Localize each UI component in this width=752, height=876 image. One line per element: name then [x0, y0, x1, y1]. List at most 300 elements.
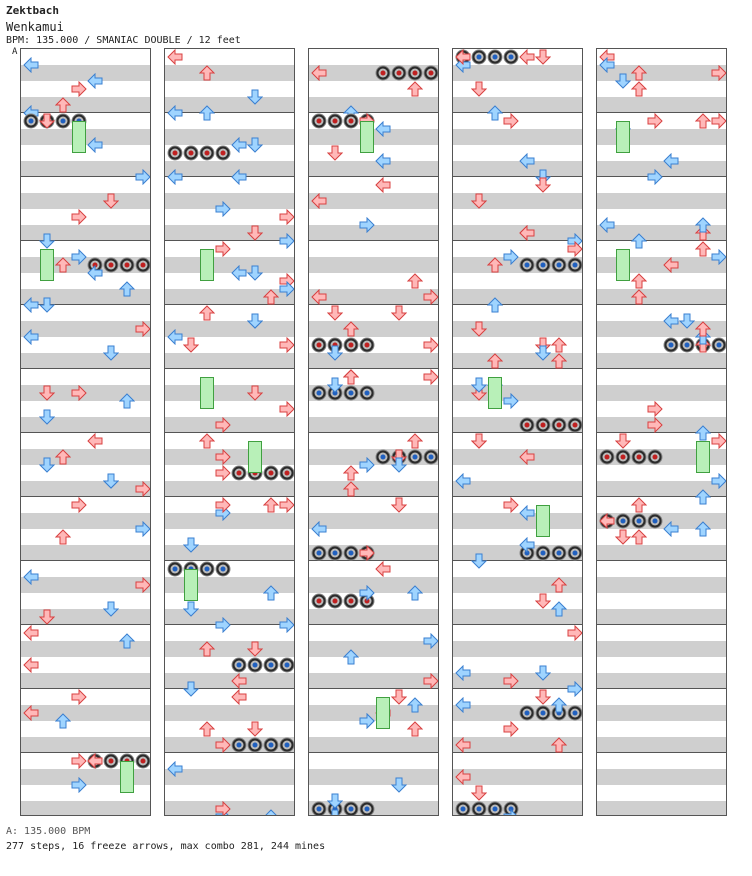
up-arrow-icon [119, 633, 135, 649]
right-arrow-icon [503, 497, 519, 513]
freeze-arrow [200, 249, 214, 281]
right-arrow-icon [215, 201, 231, 217]
beat-band [21, 321, 150, 337]
beat-band [453, 161, 582, 177]
down-arrow-icon [247, 225, 263, 241]
beat-band [597, 737, 726, 753]
beat-band [597, 385, 726, 401]
right-arrow-icon [503, 809, 519, 816]
right-arrow-icon [647, 401, 663, 417]
mine-icon [359, 801, 375, 816]
mine-icon [231, 465, 247, 481]
right-arrow-icon [71, 777, 87, 793]
mine-icon [631, 513, 647, 529]
mine-icon [119, 257, 135, 273]
beat-band [21, 481, 150, 497]
left-arrow-icon [23, 57, 39, 73]
mine-icon [615, 513, 631, 529]
left-arrow-icon [599, 57, 615, 73]
beat-band [165, 705, 294, 721]
mine-icon [471, 49, 487, 65]
beat-band [21, 65, 150, 81]
mine-icon [247, 737, 263, 753]
left-arrow-icon [375, 153, 391, 169]
beat-band [165, 257, 294, 273]
up-arrow-icon [119, 281, 135, 297]
left-arrow-icon [599, 217, 615, 233]
up-arrow-icon [263, 289, 279, 305]
mine-icon [519, 417, 535, 433]
down-arrow-icon [391, 457, 407, 473]
up-arrow-icon [55, 257, 71, 273]
mine-icon [391, 65, 407, 81]
beat-band [309, 161, 438, 177]
mine-icon [263, 657, 279, 673]
right-arrow-icon [279, 281, 295, 297]
left-arrow-icon [599, 513, 615, 529]
down-arrow-icon [535, 665, 551, 681]
beat-band [21, 705, 150, 721]
beat-band [165, 65, 294, 81]
beat-band [597, 545, 726, 561]
mine-icon [135, 257, 151, 273]
beat-band [165, 769, 294, 785]
left-arrow-icon [375, 121, 391, 137]
mine-icon [631, 449, 647, 465]
down-arrow-icon [183, 337, 199, 353]
beat-band [165, 481, 294, 497]
measure-line [21, 176, 150, 177]
mine-icon [343, 801, 359, 816]
freeze-arrow [616, 249, 630, 281]
down-arrow-icon [103, 193, 119, 209]
right-arrow-icon [359, 217, 375, 233]
left-arrow-icon [87, 265, 103, 281]
mine-icon [535, 705, 551, 721]
mine-icon [343, 337, 359, 353]
measure-line [309, 752, 438, 753]
up-arrow-icon [55, 97, 71, 113]
chart-column [308, 48, 439, 816]
mine-icon [343, 113, 359, 129]
measure-line [309, 240, 438, 241]
left-arrow-icon [167, 761, 183, 777]
mine-icon [311, 545, 327, 561]
left-arrow-icon [167, 49, 183, 65]
right-arrow-icon [71, 249, 87, 265]
right-arrow-icon [215, 801, 231, 816]
left-arrow-icon [455, 697, 471, 713]
beat-band [309, 769, 438, 785]
down-arrow-icon [327, 145, 343, 161]
beat-band [309, 321, 438, 337]
beat-band [165, 129, 294, 145]
mine-icon [535, 417, 551, 433]
left-arrow-icon [87, 73, 103, 89]
down-arrow-icon [391, 777, 407, 793]
up-arrow-icon [55, 713, 71, 729]
beat-band [597, 705, 726, 721]
mine-icon [615, 449, 631, 465]
right-arrow-icon [215, 737, 231, 753]
right-arrow-icon [359, 713, 375, 729]
mine-icon [567, 417, 583, 433]
up-arrow-icon [263, 497, 279, 513]
measure-line [309, 368, 438, 369]
freeze-arrow [72, 121, 86, 153]
down-arrow-icon [535, 689, 551, 705]
down-arrow-icon [471, 81, 487, 97]
right-arrow-icon [215, 449, 231, 465]
beat-band [309, 481, 438, 497]
mine-icon [471, 801, 487, 816]
up-arrow-icon [695, 217, 711, 233]
right-arrow-icon [567, 625, 583, 641]
down-arrow-icon [39, 609, 55, 625]
left-arrow-icon [311, 65, 327, 81]
right-arrow-icon [71, 497, 87, 513]
measure-line [453, 240, 582, 241]
beat-band [309, 673, 438, 689]
down-arrow-icon [247, 385, 263, 401]
beat-band [453, 97, 582, 113]
left-arrow-icon [663, 521, 679, 537]
down-arrow-icon [103, 601, 119, 617]
up-arrow-icon [631, 497, 647, 513]
beat-band [21, 353, 150, 369]
up-arrow-icon [551, 353, 567, 369]
up-arrow-icon [55, 529, 71, 545]
down-arrow-icon [471, 433, 487, 449]
left-arrow-icon [167, 105, 183, 121]
left-arrow-icon [663, 313, 679, 329]
down-arrow-icon [247, 265, 263, 281]
beat-band [309, 417, 438, 433]
freeze-arrow [40, 249, 54, 281]
mine-icon [343, 545, 359, 561]
mine-icon [487, 49, 503, 65]
right-arrow-icon [567, 681, 583, 697]
right-arrow-icon [423, 369, 439, 385]
right-arrow-icon [423, 673, 439, 689]
up-arrow-icon [551, 737, 567, 753]
beat-band [597, 769, 726, 785]
left-arrow-icon [375, 561, 391, 577]
right-arrow-icon [503, 249, 519, 265]
right-arrow-icon [71, 753, 87, 769]
beat-band [597, 641, 726, 657]
beat-band [597, 97, 726, 113]
beat-band [165, 385, 294, 401]
down-arrow-icon [247, 137, 263, 153]
mine-icon [551, 257, 567, 273]
beat-band [165, 321, 294, 337]
mine-icon [359, 337, 375, 353]
right-arrow-icon [135, 521, 151, 537]
right-arrow-icon [135, 481, 151, 497]
mine-icon [23, 113, 39, 129]
mine-icon [567, 545, 583, 561]
measure-line [309, 176, 438, 177]
up-arrow-icon [343, 321, 359, 337]
down-arrow-icon [103, 473, 119, 489]
up-arrow-icon [631, 65, 647, 81]
mine-icon [535, 545, 551, 561]
left-arrow-icon [455, 473, 471, 489]
measure-line [21, 560, 150, 561]
left-arrow-icon [311, 289, 327, 305]
beat-band [21, 737, 150, 753]
freeze-arrow [488, 377, 502, 409]
beat-band [597, 193, 726, 209]
beat-band [309, 289, 438, 305]
measure-line [165, 368, 294, 369]
right-arrow-icon [423, 633, 439, 649]
mine-icon [343, 385, 359, 401]
left-arrow-icon [231, 137, 247, 153]
up-arrow-icon [199, 65, 215, 81]
chart-column [452, 48, 583, 816]
down-arrow-icon [39, 409, 55, 425]
beat-band [453, 769, 582, 785]
beat-band [453, 449, 582, 465]
right-arrow-icon [423, 337, 439, 353]
freeze-arrow [248, 441, 262, 473]
down-arrow-icon [327, 305, 343, 321]
right-arrow-icon [279, 209, 295, 225]
up-arrow-icon [487, 297, 503, 313]
up-arrow-icon [407, 433, 423, 449]
up-arrow-icon [407, 697, 423, 713]
beat-band [21, 673, 150, 689]
right-arrow-icon [279, 497, 295, 513]
up-arrow-icon [551, 577, 567, 593]
right-arrow-icon [279, 617, 295, 633]
right-arrow-icon [503, 113, 519, 129]
down-arrow-icon [535, 49, 551, 65]
down-arrow-icon [471, 377, 487, 393]
mine-icon [519, 257, 535, 273]
down-arrow-icon [615, 73, 631, 89]
left-arrow-icon [519, 225, 535, 241]
right-arrow-icon [711, 113, 727, 129]
right-arrow-icon [71, 81, 87, 97]
left-arrow-icon [519, 49, 535, 65]
down-arrow-icon [535, 593, 551, 609]
mine-icon [327, 593, 343, 609]
beat-band [597, 577, 726, 593]
mine-icon [311, 113, 327, 129]
right-arrow-icon [215, 617, 231, 633]
mine-icon [279, 657, 295, 673]
freeze-arrow [120, 761, 134, 793]
left-arrow-icon [87, 137, 103, 153]
mine-icon [215, 145, 231, 161]
measure-line [597, 688, 726, 689]
freeze-arrow [360, 121, 374, 153]
song-title: Wenkamui [6, 20, 64, 34]
beat-band [21, 161, 150, 177]
left-arrow-icon [23, 297, 39, 313]
measure-line [597, 560, 726, 561]
measure-line [597, 368, 726, 369]
up-arrow-icon [199, 105, 215, 121]
left-arrow-icon [663, 153, 679, 169]
right-arrow-icon [711, 433, 727, 449]
right-arrow-icon [359, 585, 375, 601]
up-arrow-icon [695, 425, 711, 441]
up-arrow-icon [407, 273, 423, 289]
right-arrow-icon [711, 249, 727, 265]
beat-band [309, 97, 438, 113]
mine-icon [375, 65, 391, 81]
measure-line [597, 752, 726, 753]
up-arrow-icon [199, 433, 215, 449]
mine-icon [599, 449, 615, 465]
freeze-arrow [200, 377, 214, 409]
measure-line [21, 432, 150, 433]
mine-icon [199, 145, 215, 161]
down-arrow-icon [247, 89, 263, 105]
mine-icon [215, 561, 231, 577]
left-arrow-icon [519, 505, 535, 521]
mine-icon [455, 801, 471, 816]
down-arrow-icon [183, 601, 199, 617]
left-arrow-icon [455, 769, 471, 785]
down-arrow-icon [327, 809, 343, 816]
beat-band [21, 193, 150, 209]
mine-icon [55, 113, 71, 129]
mine-icon [407, 449, 423, 465]
mine-icon [535, 257, 551, 273]
mine-icon [343, 593, 359, 609]
mine-icon [247, 657, 263, 673]
measure-line [453, 176, 582, 177]
up-arrow-icon [343, 649, 359, 665]
down-arrow-icon [471, 321, 487, 337]
right-arrow-icon [135, 169, 151, 185]
freeze-arrow [536, 505, 550, 537]
left-arrow-icon [23, 329, 39, 345]
beat-band [21, 577, 150, 593]
bpm-legend: A: 135.000 BPM [6, 826, 91, 837]
up-arrow-icon [343, 369, 359, 385]
left-arrow-icon [231, 169, 247, 185]
left-arrow-icon [23, 569, 39, 585]
measure-line [597, 304, 726, 305]
right-arrow-icon [135, 577, 151, 593]
beat-band [597, 609, 726, 625]
mine-icon [103, 257, 119, 273]
up-arrow-icon [631, 273, 647, 289]
right-arrow-icon [279, 337, 295, 353]
mine-icon [423, 65, 439, 81]
beat-band [21, 513, 150, 529]
right-arrow-icon [71, 689, 87, 705]
mine-icon [311, 593, 327, 609]
mine-icon [567, 705, 583, 721]
left-arrow-icon [87, 753, 103, 769]
up-arrow-icon [631, 289, 647, 305]
right-arrow-icon [279, 233, 295, 249]
mine-icon [103, 753, 119, 769]
mine-icon [311, 801, 327, 816]
mine-icon [567, 257, 583, 273]
down-arrow-icon [471, 785, 487, 801]
left-arrow-icon [455, 737, 471, 753]
right-arrow-icon [215, 497, 231, 513]
mine-icon [199, 561, 215, 577]
down-arrow-icon [327, 793, 343, 809]
right-arrow-icon [647, 169, 663, 185]
mine-icon [711, 337, 727, 353]
left-arrow-icon [231, 673, 247, 689]
freeze-arrow [616, 121, 630, 153]
up-arrow-icon [631, 529, 647, 545]
down-arrow-icon [327, 377, 343, 393]
right-arrow-icon [71, 385, 87, 401]
measure-line [453, 624, 582, 625]
left-arrow-icon [23, 705, 39, 721]
mine-icon [487, 801, 503, 816]
beat-band [453, 641, 582, 657]
down-arrow-icon [391, 497, 407, 513]
down-arrow-icon [471, 553, 487, 569]
mine-icon [167, 561, 183, 577]
right-arrow-icon [71, 209, 87, 225]
left-arrow-icon [519, 153, 535, 169]
mine-icon [231, 657, 247, 673]
mine-icon [311, 385, 327, 401]
left-arrow-icon [167, 329, 183, 345]
beat-band [309, 257, 438, 273]
mine-icon [167, 145, 183, 161]
up-arrow-icon [407, 721, 423, 737]
beat-band [453, 129, 582, 145]
beat-band [597, 289, 726, 305]
chart-stats: 277 steps, 16 freeze arrows, max combo 281, 244 mines [6, 841, 326, 852]
mine-icon [263, 737, 279, 753]
down-arrow-icon [391, 689, 407, 705]
measure-line [21, 368, 150, 369]
beat-band [309, 641, 438, 657]
right-arrow-icon [647, 113, 663, 129]
right-arrow-icon [647, 417, 663, 433]
up-arrow-icon [551, 601, 567, 617]
mine-icon [679, 337, 695, 353]
left-arrow-icon [455, 665, 471, 681]
up-arrow-icon [55, 449, 71, 465]
measure-line [453, 304, 582, 305]
mine-icon [663, 337, 679, 353]
right-arrow-icon [711, 65, 727, 81]
down-arrow-icon [39, 457, 55, 473]
down-arrow-icon [39, 113, 55, 129]
mine-icon [279, 737, 295, 753]
right-arrow-icon [215, 465, 231, 481]
mine-icon [311, 337, 327, 353]
up-arrow-icon [487, 257, 503, 273]
down-arrow-icon [327, 345, 343, 361]
mine-icon [327, 545, 343, 561]
left-arrow-icon [519, 537, 535, 553]
beat-band [309, 737, 438, 753]
mine-icon [503, 49, 519, 65]
down-arrow-icon [103, 345, 119, 361]
right-arrow-icon [423, 289, 439, 305]
mine-icon [551, 545, 567, 561]
beat-band [309, 193, 438, 209]
